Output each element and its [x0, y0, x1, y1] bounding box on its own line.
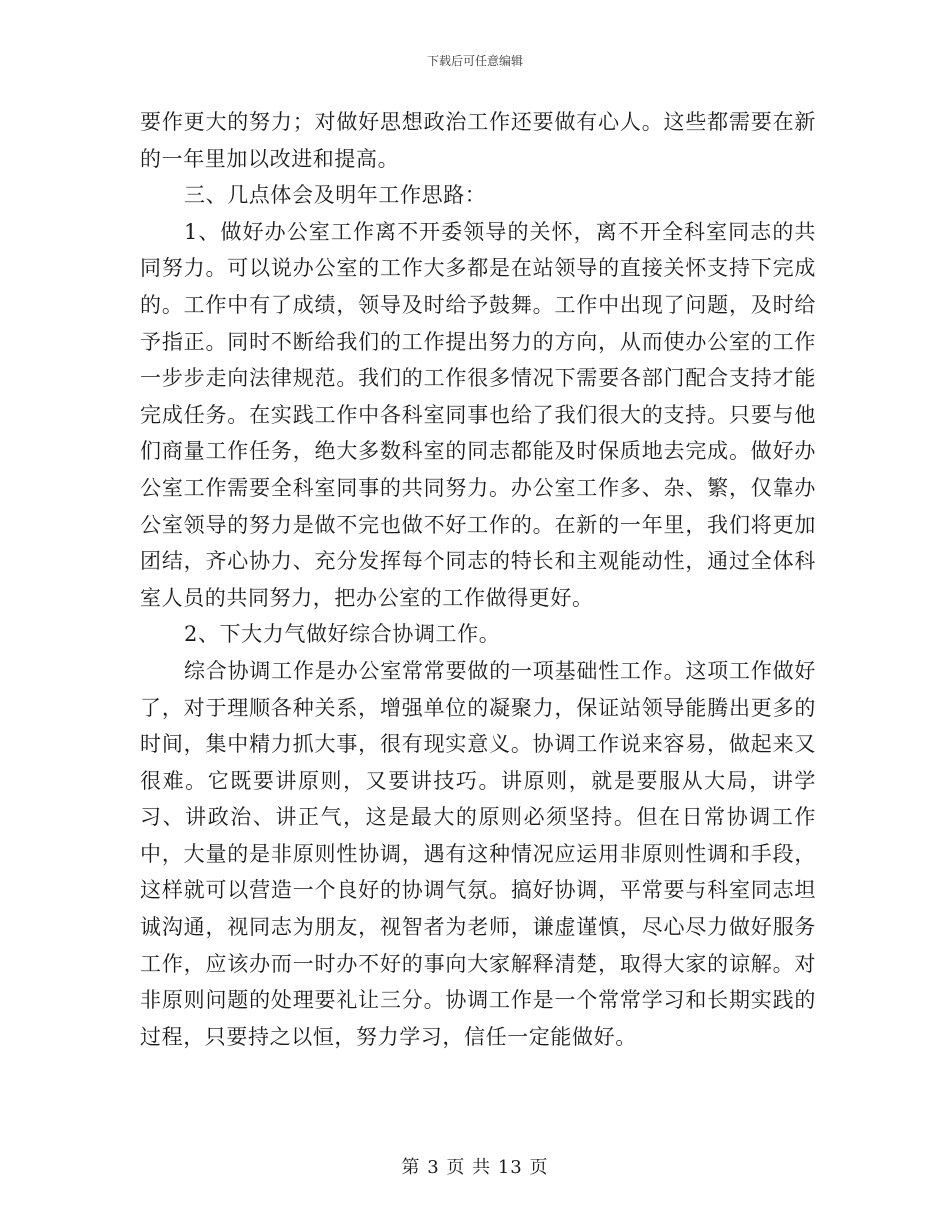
- document-body: [140, 104, 816, 1055]
- page-header: 下载后可任意编辑: [426, 54, 523, 68]
- paragraph-point-1: 1、做好办公室工作离不开委领导的关怀，离不开全科室同志的共同努力。可以说办公室的工作大多都是在站领导的直接关怀支持下完成的。工作中有了成绩，领导及时给予鼓舞。工作中出现了问题，及时给予指正。同时不断给我们的工作提出努力的方向，从而使办公室的工作一步步走向法律规范。我们的工作很多情况下需要各部门配合支持才能完成任务。在实践工作中各科室同事也给了我们很大的支持。只要与他们商量工作任务，绝大多数科室的同志都能及时保质地去完成。做好办公室工作需要全科室同事的共同努力。办公室工作多、杂、繁，仅靠办公室领导的努力是做不完也做不好工作的。在新的一年里，我们将更加团结，齐心协力、充分发挥每个同志的特长和主观能动性，通过全体科室人员的共同努力，把办公室的工作做得更好。: [140, 219, 816, 610]
- section-heading-3: 三、几点体会及明年工作思路：: [184, 183, 487, 208]
- page-number-footer: 第 3 页 共 13 页: [401, 1157, 549, 1178]
- paragraph-point-2-heading: 2、下大力气做好综合协调工作。: [184, 622, 501, 647]
- paragraph-1: 要作更大的努力；对做好思想政治工作还要做有心人。这些都需要在新的一年里加以改进和提高。: [140, 110, 816, 171]
- paragraph-coordination: 综合协调工作是办公室常常要做的一项基础性工作。这项工作做好了，对于理顺各种关系，增强单位的凝聚力，保证站领导能腾出更多的时间，集中精力抓大事，很有现实意义。协调工作说来容易，做起来又很难。它既要讲原则，又要讲技巧。讲原则，就是要服从大局，讲学习、讲政治、讲正气，这是最大的原则必须坚持。但在日常协调工作中，大量的是非原则性协调，遇有这种情况应运用非原则性调和手段，这样就可以营造一个良好的协调气氛。搞好协调，平常要与科室同志坦诚沟通，视同志为朋友，视智者为老师，谦虚谨慎，尽心尽力做好服务工作，应该办而一时办不好的事向大家解释清楚，取得大家的谅解。对非原则问题的处理要礼让三分。协调工作是一个常常学习和长期实践的过程，只要持之以恒，努力学习，信任一定能做好。: [140, 658, 816, 1049]
